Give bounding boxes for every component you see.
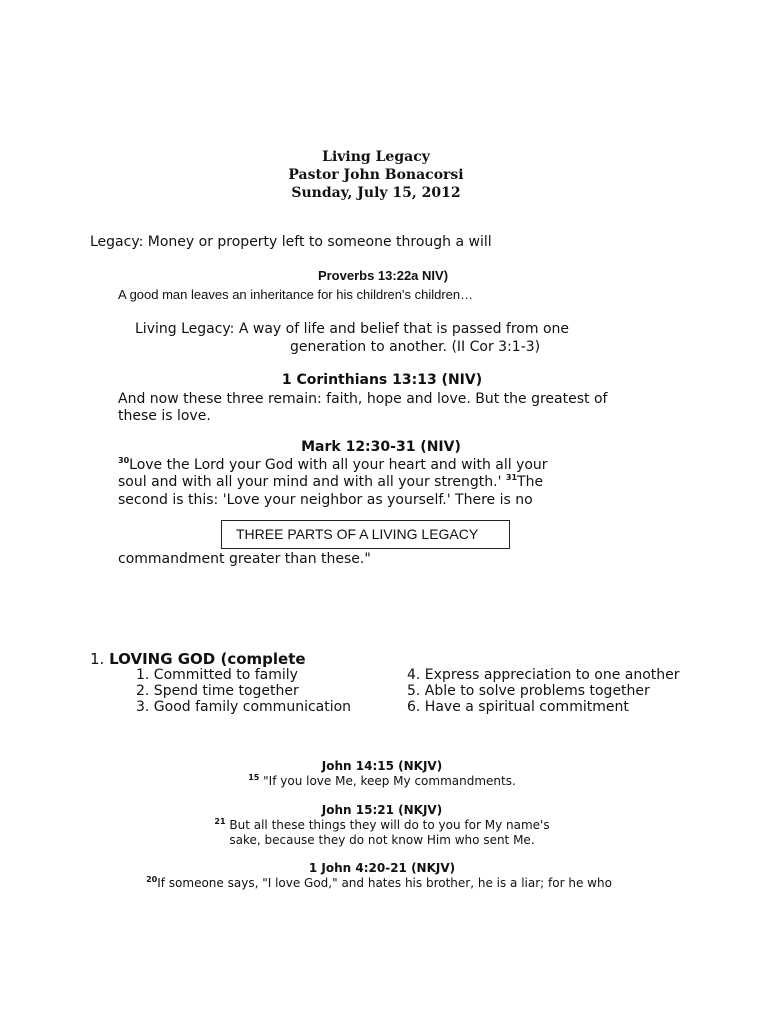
section-number: 1. — [90, 650, 105, 668]
living-legacy-line-1: Living Legacy: A way of life and belief that is passed from one — [135, 321, 570, 337]
verse-number: 15 — [248, 773, 260, 782]
john14-reference: John 14:15 (NKJV) — [321, 759, 443, 773]
list-item: 1. Committed to family — [136, 667, 298, 683]
list-item: 6. Have a spiritual commitment — [407, 699, 629, 715]
mark-line-2 — [118, 474, 543, 490]
right-list — [407, 667, 680, 715]
living-legacy-line-2: generation to another. (II Cor 3:1-3) — [290, 339, 541, 355]
mark-verse-31-start: The — [517, 474, 544, 490]
corinthians-reference: 1 Corinthians 13:13 (NIV) — [281, 372, 483, 388]
mark-verse-30-text: Love the Lord your God with all your heart and with all your — [129, 457, 548, 473]
left-list — [136, 667, 351, 715]
1john-reference: 1 John 4:20-21 (NKJV) — [308, 861, 456, 875]
legacy-definition: Legacy: Money or property left to someone through a will — [90, 234, 492, 250]
1john-line-1 — [0, 876, 758, 890]
three-parts-box: THREE PARTS OF A LIVING LEGACY — [221, 520, 510, 549]
mark-reference: Mark 12:30-31 (NIV) — [301, 439, 461, 455]
sermon-date: Sunday, July 15, 2012 — [291, 185, 461, 201]
proverbs-text: A good man leaves an inheritance for his children's children… — [118, 287, 474, 302]
section-title: LOVING GOD (complete — [109, 650, 306, 668]
verse-number: 20 — [146, 875, 158, 884]
john14-text — [0, 774, 764, 788]
mark-line-2-text: soul and with all your mind and with all your strength.' — [118, 474, 502, 490]
mark-line-3: second is this: 'Love your neighbor as yourself.' There is no — [118, 492, 533, 508]
verse-number: 21 — [214, 817, 226, 826]
john15-verse-text: But all these things they will do to you for My name's — [229, 818, 550, 832]
proverbs-reference: Proverbs 13:22a NIV) — [317, 268, 449, 283]
list-item: 5. Able to solve problems together — [407, 683, 650, 699]
list-item: 4. Express appreciation to one another — [407, 667, 680, 683]
verse-number: 31 — [505, 473, 518, 482]
corinthians-line-2: these is love. — [118, 408, 211, 424]
pastor-name: Pastor John Bonacorsi — [288, 167, 464, 183]
verse-number: 30 — [118, 456, 130, 465]
mark-line-1 — [118, 457, 548, 473]
john14-verse-text: "If you love Me, keep My commandments. — [263, 774, 516, 788]
john15-reference: John 15:21 (NKJV) — [321, 803, 443, 817]
section-heading — [90, 650, 306, 668]
corinthians-line-1: And now these three remain: faith, hope and love. But the greatest of — [118, 391, 608, 407]
sermon-title: Living Legacy — [322, 149, 430, 165]
john15-line-1 — [0, 818, 764, 832]
mark-line-4: commandment greater than these." — [118, 551, 371, 567]
list-item: 2. Spend time together — [136, 683, 299, 699]
list-item: 3. Good family communication — [136, 699, 352, 715]
john15-line-2: sake, because they do not know Him who sent Me. — [229, 833, 535, 847]
1john-verse-text: If someone says, "I love God," and hates his brother, he is a liar; for he who — [157, 876, 612, 890]
